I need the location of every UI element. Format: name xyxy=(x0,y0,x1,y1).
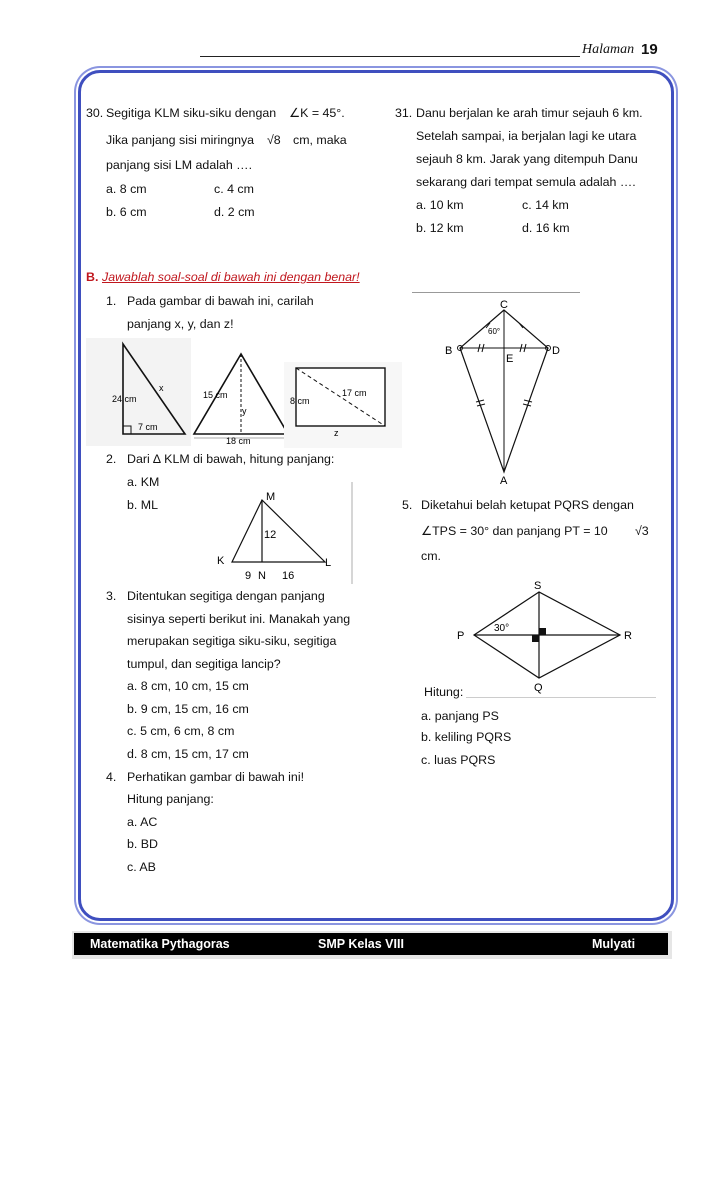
q5-calc-b: b. keliling PQRS xyxy=(421,730,512,744)
q31-line3: sejauh 8 km. Jarak yang ditempuh Danu xyxy=(416,152,638,166)
q2-number: 2. xyxy=(106,452,117,466)
q4-option-b: b. BD xyxy=(127,837,158,851)
q30-number: 30. xyxy=(86,106,104,120)
q3-line4: tumpul, dan segitiga lancip? xyxy=(127,657,281,671)
q31-option-c: c. 14 km xyxy=(522,198,569,212)
q31-option-a: a. 10 km xyxy=(416,198,464,212)
t2-side-label: 15 cm xyxy=(203,390,228,400)
footer-left: Matematika Pythagoras xyxy=(90,937,230,951)
q30-angle: ∠K = 45°. xyxy=(289,106,345,120)
vertex-r: R xyxy=(624,630,632,642)
q1-line2: panjang x, y, dan z! xyxy=(127,317,234,331)
vertex-q: Q xyxy=(534,682,543,694)
t3-diag-label: 17 cm xyxy=(342,388,367,398)
q5-line1: Diketahui belah ketupat PQRS dengan xyxy=(421,498,634,512)
label-kn: 9 xyxy=(245,570,252,582)
q4-number: 4. xyxy=(106,770,117,784)
rule xyxy=(412,292,580,293)
q3-option-d: d. 8 cm, 15 cm, 17 cm xyxy=(127,747,249,761)
q31-line4: sekarang dari tempat semula adalah …. xyxy=(416,175,636,189)
vertex-l: L xyxy=(325,557,332,569)
right-angle-mark xyxy=(539,628,546,635)
q31-line2: Setelah sampai, ia berjalan lagi ke utara xyxy=(416,129,637,143)
vertex-n: N xyxy=(258,570,266,582)
q3-line3: merupakan segitiga siku-siku, segitiga xyxy=(127,634,337,648)
q3-line2: sisinya seperti berikut ini. Manakah yang xyxy=(127,612,351,626)
q5-sqrt: √3 xyxy=(635,524,649,538)
q30-option-c: c. 4 cm xyxy=(214,182,254,196)
footer-mid: SMP Kelas VIII xyxy=(318,937,404,951)
right-angle-mark xyxy=(532,635,539,642)
t3-height-label: 8 cm xyxy=(290,396,310,406)
angle-60: 60° xyxy=(488,327,501,336)
q30-option-b: b. 6 cm xyxy=(106,205,147,219)
q5-line3: cm. xyxy=(421,549,441,563)
label-height: 12 xyxy=(264,529,277,541)
vertex-p: P xyxy=(457,630,465,642)
q2-line1: Dari ∆ KLM di bawah, hitung panjang: xyxy=(127,452,335,466)
section-b-letter: B. xyxy=(86,270,99,284)
t1-hyp-label: x xyxy=(159,383,164,393)
page-label: Halaman xyxy=(582,42,635,57)
q1-line1: Pada gambar di bawah ini, carilah xyxy=(127,294,314,308)
t1-side-label: 24 cm xyxy=(112,394,137,404)
tick-mark xyxy=(476,400,484,402)
q4-option-c: c. AB xyxy=(127,860,156,874)
q5-calc-label: Hitung: xyxy=(424,685,464,699)
q31-option-b: b. 12 km xyxy=(416,221,464,235)
label-nl: 16 xyxy=(282,570,295,582)
q3-option-b: b. 9 cm, 15 cm, 16 cm xyxy=(127,702,249,716)
q30-line2a: Jika panjang sisi miringnya xyxy=(106,133,255,147)
q5-line2: ∠TPS = 30° dan panjang PT = 10 xyxy=(421,524,608,538)
vertex-d: D xyxy=(552,345,560,357)
q31-line1: Danu berjalan ke arah timur sejauh 6 km. xyxy=(416,106,643,120)
t2-height-label: y xyxy=(242,406,247,416)
q3-option-a: a. 8 cm, 10 cm, 15 cm xyxy=(127,679,249,693)
footer-right: Mulyati xyxy=(592,937,636,951)
vertex-b: B xyxy=(445,345,453,357)
vertex-a: A xyxy=(500,475,508,487)
q4-option-a: a. AC xyxy=(127,815,158,829)
t2-base-label: 18 cm xyxy=(226,436,251,446)
page-number: 19 xyxy=(641,41,658,58)
figure-2 xyxy=(210,482,356,584)
section-b-title: Jawablah soal-soal di bawah ini dengan benar! xyxy=(102,270,360,284)
footer-bar xyxy=(74,933,668,955)
t3-base-label: z xyxy=(334,428,339,438)
q30-line1: Segitiga KLM siku-siku dengan xyxy=(106,106,277,120)
vertex-c: C xyxy=(500,299,508,311)
q3-number: 3. xyxy=(106,589,117,603)
q2-option-b: b. ML xyxy=(127,498,158,512)
q4-line2: Hitung panjang: xyxy=(127,792,214,806)
header-rule xyxy=(200,56,580,57)
q31-option-d: d. 16 km xyxy=(522,221,570,235)
vertex-s: S xyxy=(534,580,542,592)
q30-option-a: a. 8 cm xyxy=(106,182,147,196)
q5-calc-c: c. luas PQRS xyxy=(421,753,496,767)
vertex-k: K xyxy=(217,555,225,567)
figure-1 xyxy=(86,338,402,448)
q5-calc-a: a. panjang PS xyxy=(421,709,499,723)
figure-5 xyxy=(450,578,640,694)
q2-option-a: a. KM xyxy=(127,475,160,489)
q31-number: 31. xyxy=(395,106,413,120)
q3-option-c: c. 5 cm, 6 cm, 8 cm xyxy=(127,724,235,738)
point-e: E xyxy=(506,353,514,365)
q5-number: 5. xyxy=(402,498,413,512)
q1-number: 1. xyxy=(106,294,117,308)
q3-line1: Ditentukan segitiga dengan panjang xyxy=(127,589,325,603)
rule xyxy=(466,697,656,698)
q30-option-d: d. 2 cm xyxy=(214,205,255,219)
tick-mark xyxy=(524,400,532,402)
q30-line3: panjang sisi LM adalah …. xyxy=(106,158,253,172)
q4-line1: Perhatikan gambar di bawah ini! xyxy=(127,770,305,784)
triangle-klm xyxy=(232,500,325,562)
q30-line2c: cm, maka xyxy=(293,133,347,147)
vertex-m: M xyxy=(266,491,276,503)
q30-sqrt: √8 xyxy=(267,133,281,147)
t1-base-label: 7 cm xyxy=(138,422,158,432)
angle-30: 30° xyxy=(494,623,510,634)
figure-4 xyxy=(438,296,568,486)
